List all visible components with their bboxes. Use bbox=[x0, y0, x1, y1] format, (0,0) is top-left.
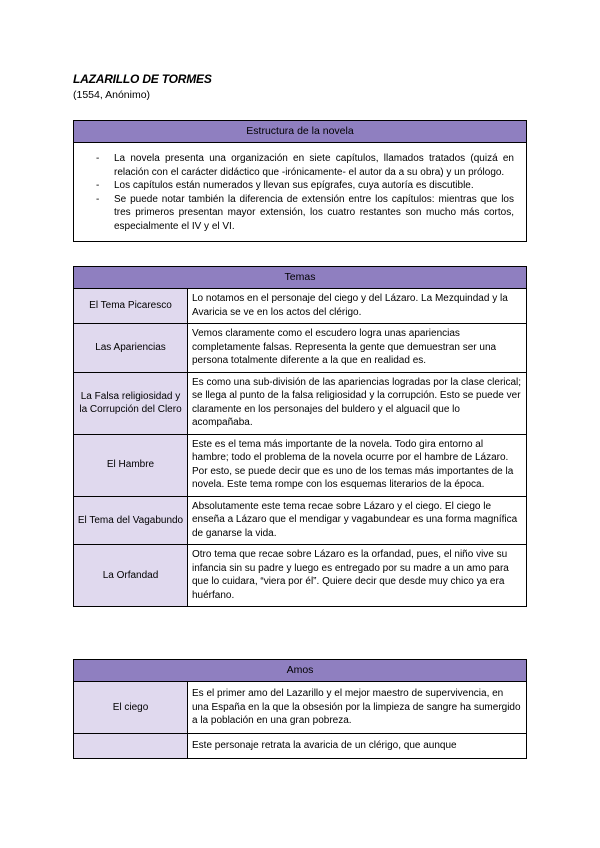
estructura-table bbox=[73, 120, 527, 242]
tema-label: La Falsa religiosidad y la Corrupción del Clero bbox=[74, 372, 188, 434]
table-row bbox=[74, 324, 527, 373]
table-row bbox=[74, 682, 527, 734]
tema-description: Absolutamente este tema recae sobre Lázaro y el ciego. El ciego le enseña a Lázaro que el mendigar y vagabundear es una forma magnífica de ganarse la vida. bbox=[188, 496, 527, 545]
table-row bbox=[74, 434, 527, 496]
tema-label: El Hambre bbox=[74, 434, 188, 496]
tema-description: Es como una sub-división de las apariencias logradas por la clase clerical; se llega al punto de la falsa religiosidad y la corrupción. Esto se puede ver claramente en los personajes del buldero y el alguacil que lo acompañaba. bbox=[188, 372, 527, 434]
estructura-bullet: - La novela presenta una organización en siete capítulos, llamados tratados (quizá en relación con el carácter didáctico que -irónicamente- el autor da a su obra) y un prólogo. bbox=[94, 152, 514, 179]
amos-table bbox=[73, 659, 527, 759]
tema-label: El Tema Picaresco bbox=[74, 289, 188, 324]
amo-label: El ciego bbox=[74, 682, 188, 734]
table-row bbox=[74, 545, 527, 607]
amo-description: Es el primer amo del Lazarillo y el mejor maestro de supervivencia, en una España en la que la obsesión por la limpieza de sangre ha sumergido a la población en una gran pobreza. bbox=[188, 682, 527, 734]
amos-header: Amos bbox=[74, 660, 527, 682]
tema-label: La Orfandad bbox=[74, 545, 188, 607]
table-row bbox=[74, 733, 527, 759]
tema-description: Vemos claramente como el escudero logra unas apariencias completamente falsas. Representa la gente que demuestran ser una persona totalmente diferente a la que en realidad es. bbox=[188, 324, 527, 373]
tema-label: Las Apariencias bbox=[74, 324, 188, 373]
tema-description: Lo notamos en el personaje del ciego y del Lázaro. La Mezquindad y la Avaricia se ve en los actos del clérigo. bbox=[188, 289, 527, 324]
estructura-bullet: - Los capítulos están numerados y llevan sus epígrafes, cuya autoría es discutible. bbox=[94, 179, 514, 193]
table-row bbox=[74, 372, 527, 434]
temas-header: Temas bbox=[74, 267, 527, 289]
document-subtitle: (1554, Anónimo) bbox=[73, 89, 151, 101]
tema-label: El Tema del Vagabundo bbox=[74, 496, 188, 545]
estructura-body bbox=[74, 143, 527, 242]
estructura-header: Estructura de la novela bbox=[74, 121, 527, 143]
estructura-bullet: - Se puede notar también la diferencia de extensión entre los capítulos: mientras que los tres primeros presentan mayor extensión, los cuatro restantes son mucho más cortos, especialmente el IV y el VI. bbox=[94, 193, 514, 234]
tema-description: Este es el tema más importante de la novela. Todo gira entorno al hambre; todo el problema de la novela ocurre por el hambre de Lázaro. Por esto, se puede decir que es uno de los temas más importantes de la novela. Este tema rompe con los esquemas literarios de la época. bbox=[188, 434, 527, 496]
table-row bbox=[74, 496, 527, 545]
amo-description: Este personaje retrata la avaricia de un clérigo, que aunque bbox=[188, 733, 527, 759]
estructura-bullet-list bbox=[94, 152, 514, 233]
temas-table bbox=[73, 266, 527, 607]
amo-label bbox=[74, 733, 188, 759]
document-title: LAZARILLO DE TORMES bbox=[73, 72, 212, 86]
table-row bbox=[74, 289, 527, 324]
tema-description: Otro tema que recae sobre Lázaro es la orfandad, pues, el niño vive su infancia sin su padre y luego es entregado por su madre a un amo para que lo cuidara, “viera por él”. Quiere decir que desde muy chico ya era huérfano. bbox=[188, 545, 527, 607]
